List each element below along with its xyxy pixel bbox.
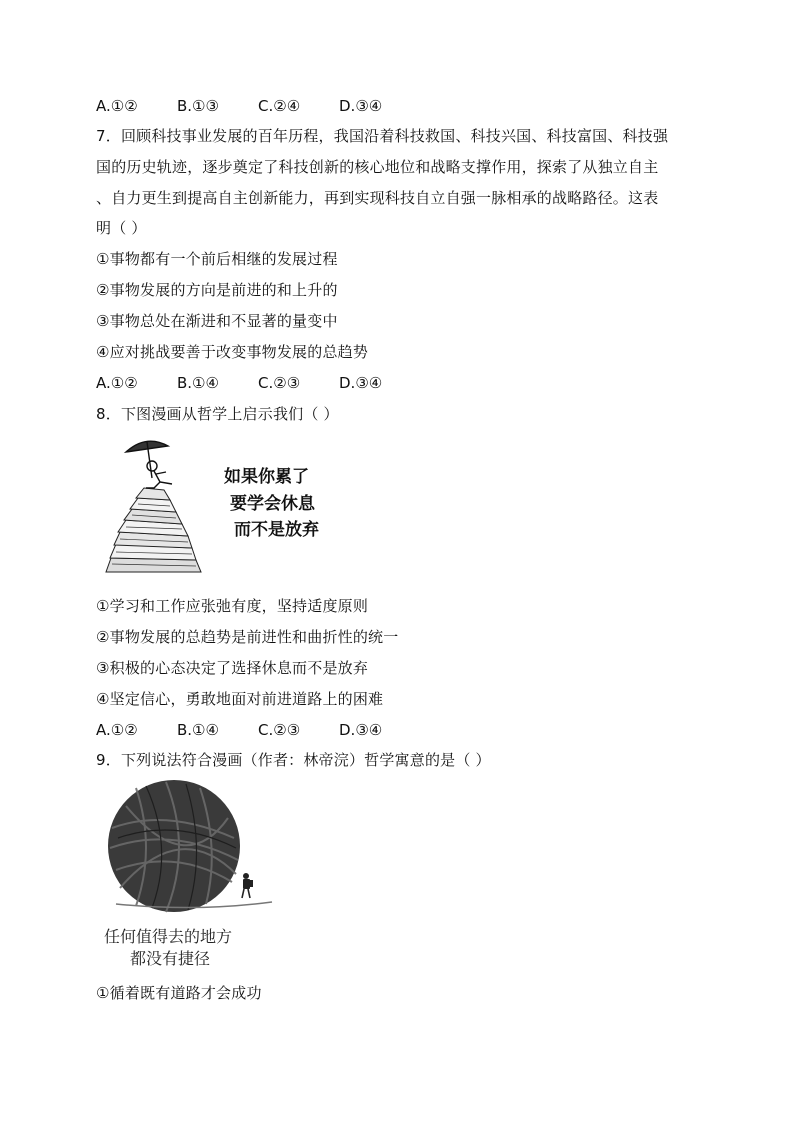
q8-statement-2: ②事物发展的总趋势是前进性和曲折性的统一: [96, 628, 399, 646]
cartoon-text-line-3: 而不是放弃: [234, 520, 319, 540]
cartoon-text-line-2: 要学会休息: [230, 494, 315, 514]
paper-pile-illustration: [106, 488, 201, 572]
q7-option-b: B.①④: [177, 374, 219, 392]
q8-option-d: D.③④: [339, 721, 383, 739]
q7-stem-line-3: 、自力更生到提高自主创新能力，再到实现科技自立自强一脉相承的战略路径。这表: [96, 189, 659, 207]
q8-option-b: B.①④: [177, 721, 219, 739]
q8-option-a: A.①②: [96, 721, 138, 739]
q7-stem-line-4: 明（ ）: [96, 219, 147, 237]
q7-statement-3: ③事物总处在渐进和不显著的量变中: [96, 312, 338, 330]
q6-option-c: C.②④: [258, 97, 301, 115]
q7-option-a: A.①②: [96, 374, 138, 392]
cartoon-caption-line-2: 都没有捷径: [130, 949, 211, 968]
q7-option-d: D.③④: [339, 374, 383, 392]
q8-statement-1: ①学习和工作应张弛有度，坚持适度原则: [96, 597, 369, 615]
q7-statement-2: ②事物发展的方向是前进的和上升的: [96, 281, 338, 299]
yarn-ball-illustration: [108, 780, 240, 912]
q7-option-c: C.②③: [258, 374, 301, 392]
q8-statement-3: ③积极的心态决定了选择休息而不是放弃: [96, 659, 369, 677]
q7-statement-4: ④应对挑战要善于改变事物发展的总趋势: [96, 343, 369, 361]
q8-statement-4: ④坚定信心，勇敢地面对前进道路上的困难: [96, 690, 384, 708]
q7-stem-line-1: 7．回顾科技事业发展的百年历程，我国沿着科技救国、科技兴国、科技富国、科技强: [96, 127, 669, 145]
q7-stem-line-2: 国的历史轨迹，逐步奠定了科技创新的核心地位和战略支撑作用，探索了从独立自主: [96, 158, 659, 176]
cartoon-rest-not-quit: [96, 432, 326, 582]
q9-stem: 9．下列说法符合漫画（作者：林帝浣）哲学寓意的是（ ）: [96, 751, 491, 769]
q6-option-b: B.①③: [177, 97, 219, 115]
small-traveler-illustration: [242, 873, 253, 898]
q8-stem: 8．下图漫画从哲学上启示我们（ ）: [96, 405, 339, 423]
q7-statement-1: ①事物都有一个前后相继的发展过程: [96, 250, 338, 268]
q6-option-d: D.③④: [339, 97, 383, 115]
cartoon-caption-line-1: 任何值得去的地方: [104, 927, 233, 946]
q8-option-c: C.②③: [258, 721, 301, 739]
q9-statement-1: ①循着既有道路才会成功: [96, 984, 262, 1002]
q6-option-a: A.①②: [96, 97, 138, 115]
cartoon-text-line-1: 如果你累了: [224, 467, 309, 487]
